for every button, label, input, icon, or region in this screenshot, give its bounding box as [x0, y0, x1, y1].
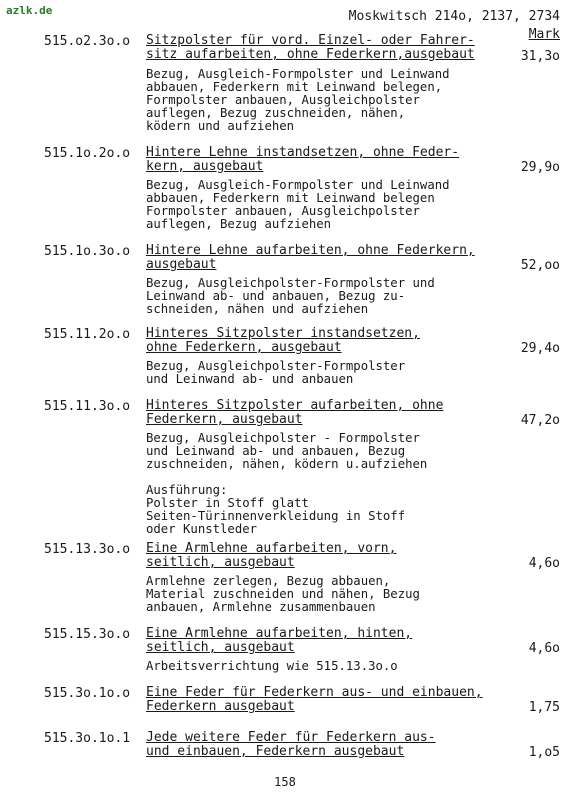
entry-description: Armlehne zerlegen, Bezug abbauen, Material zuschneiden und nähen, Bezug anbauen, Armlehne zusammenbauen [146, 574, 420, 614]
entry-code: 515.13.3o.o [44, 542, 131, 557]
entry-description: Bezug, Ausgleich-Formpolster und Leinwand abbauen, Federkern mit Leinwand belegen Formpolster anbauen, Ausgleichpolster auflegen, Bezug aufziehen [146, 178, 450, 231]
entry-description: Bezug, Ausgleich-Formpolster und Leinwand abbauen, Federkern mit Leinwand belegen, Formpolster anbauen, Ausgleichpolster auflegen, Bezug zuschneiden, nähen, ködern und aufziehen [146, 67, 450, 133]
entry-title: Hinteres Sitzpolster aufarbeiten, ohne Federkern, ausgebaut [146, 398, 444, 427]
entry-price: 4,6o [528, 556, 560, 571]
entry-price: 1,o5 [528, 745, 560, 760]
entry-price: 29,9o [520, 160, 560, 175]
site-label: azlk.de [6, 4, 53, 17]
entry-description: Bezug, Ausgleichpolster - Formpolster und Leinwand ab- und anbauen, Bezug zuschneiden, nähen, ködern u.aufziehen Ausführung: Polster in Stoff glatt Seiten-Türinnenverkleidung in Stoff oder Kunstleder [146, 431, 428, 536]
entry-title: Sitzpolster für vord. Einzel- oder Fahrer- sitz aufarbeiten, ohne Federkern,ausgebaut [146, 33, 475, 62]
entry-code: 515.1o.3o.o [44, 244, 131, 259]
entry-code: 515.3o.1o.o [44, 686, 131, 701]
entry-code: 515.o2.3o.o [44, 34, 131, 49]
entry-description: Bezug, Ausgleichpolster-Formpolster und Leinwand ab- und anbauen [146, 359, 406, 386]
entry-price: 4,6o [528, 641, 560, 656]
entry-title: Hinteres Sitzpolster instandsetzen, ohne Federkern, ausgebaut [146, 326, 420, 355]
entry-price: 31,3o [520, 49, 560, 64]
entry-code: 515.1o.2o.o [44, 146, 131, 161]
entry-title: Eine Feder für Federkern aus- und einbauen, Federkern ausgebaut [146, 685, 483, 714]
entry-description: Arbeitsverrichtung wie 515.13.3o.o [146, 659, 398, 673]
entry-title: Eine Armlehne aufarbeiten, hinten, seitlich, ausgebaut [146, 626, 413, 655]
entry-description: Bezug, Ausgleichpolster-Formpolster und Leinwand ab- und anbauen, Bezug zu- schneiden, nähen und aufziehen [146, 276, 435, 316]
entry-price: 29,4o [520, 341, 560, 356]
entry-code: 515.3o.1o.1 [44, 731, 131, 746]
entry-price: 52,oo [520, 258, 560, 273]
entry-title: Hintere Lehne instandsetzen, ohne Feder- kern, ausgebaut [146, 145, 460, 174]
page-header: Moskwitsch 214o, 2137, 2734 [348, 9, 560, 24]
entry-title: Hintere Lehne aufarbeiten, ohne Federkern, ausgebaut [146, 243, 475, 272]
page-number: 158 [274, 775, 296, 789]
entry-title: Eine Armlehne aufarbeiten, vorn, seitlich, ausgebaut [146, 541, 397, 570]
entry-code: 515.15.3o.o [44, 627, 131, 642]
entry-code: 515.11.3o.o [44, 399, 131, 414]
entry-price: 1,75 [528, 700, 560, 715]
price-column-header: Mark [528, 27, 560, 42]
entry-price: 47,2o [520, 413, 560, 428]
entry-title: Jede weitere Feder für Federkern aus- und einbauen, Federkern ausgebaut [146, 730, 436, 759]
entry-code: 515.11.2o.o [44, 327, 131, 342]
